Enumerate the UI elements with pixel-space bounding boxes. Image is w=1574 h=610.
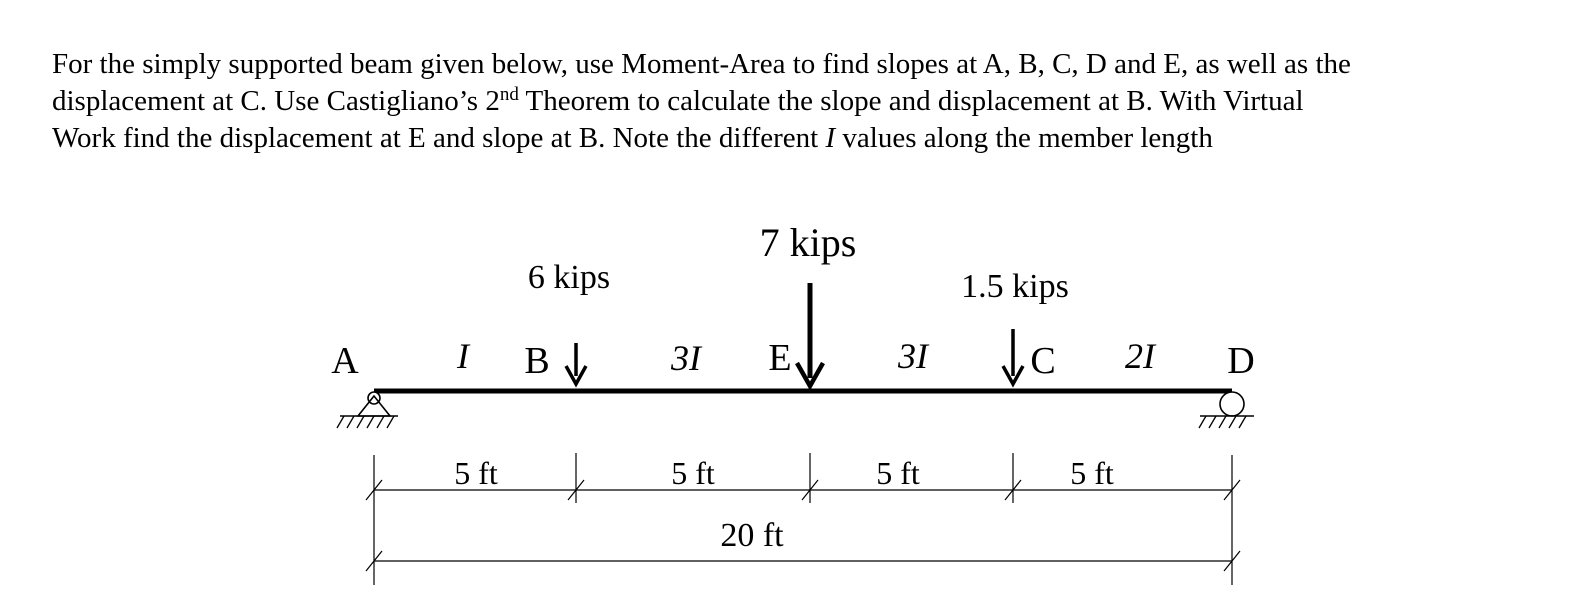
point-label-e: E	[768, 337, 792, 379]
point-label-c: C	[1030, 340, 1056, 382]
stiffness-label-ab: I	[457, 336, 469, 376]
point-label-b: B	[524, 340, 550, 382]
problem-line-1: For the simply supported beam given below, use Moment-Area to find slopes at A, B, C, D and E, as well as the	[52, 48, 1351, 80]
dim-label-total: 20 ft	[720, 517, 784, 554]
load-arrow-c	[1003, 329, 1023, 384]
load-label-c: 1.5 kips	[961, 268, 1069, 305]
load-label-b: 6 kips	[527, 259, 611, 296]
dim-label-ab: 5 ft	[454, 455, 498, 491]
problem-line-3-a: Work find the displacement at E and slope at B. Note the different	[52, 122, 826, 154]
problem-line-2-a: displacement at C. Use Castigliano’s 2	[52, 85, 500, 117]
load-arrow-e	[797, 283, 823, 386]
stiffness-label-cd: 2I	[1125, 336, 1155, 376]
pin-support-a	[337, 392, 398, 428]
stiffness-label-ec: 3I	[898, 336, 928, 376]
dim-label-be: 5 ft	[671, 455, 715, 491]
point-label-a: A	[331, 340, 359, 382]
load-label-e: 7 kips	[759, 220, 857, 265]
dim-label-ec: 5 ft	[876, 455, 920, 491]
problem-line-3-b: values along the member length	[835, 122, 1213, 154]
stiffness-label-be: 3I	[671, 338, 701, 378]
ordinal-superscript: nd	[499, 84, 519, 105]
load-arrow-b	[566, 343, 586, 384]
problem-line-2-b: Theorem to calculate the slope and displacement at B. With Virtual	[518, 85, 1304, 117]
moment-of-inertia-symbol: I	[825, 122, 836, 154]
roller-support-d	[1199, 392, 1254, 428]
point-label-d: D	[1227, 340, 1255, 382]
dim-label-cd: 5 ft	[1070, 455, 1114, 491]
